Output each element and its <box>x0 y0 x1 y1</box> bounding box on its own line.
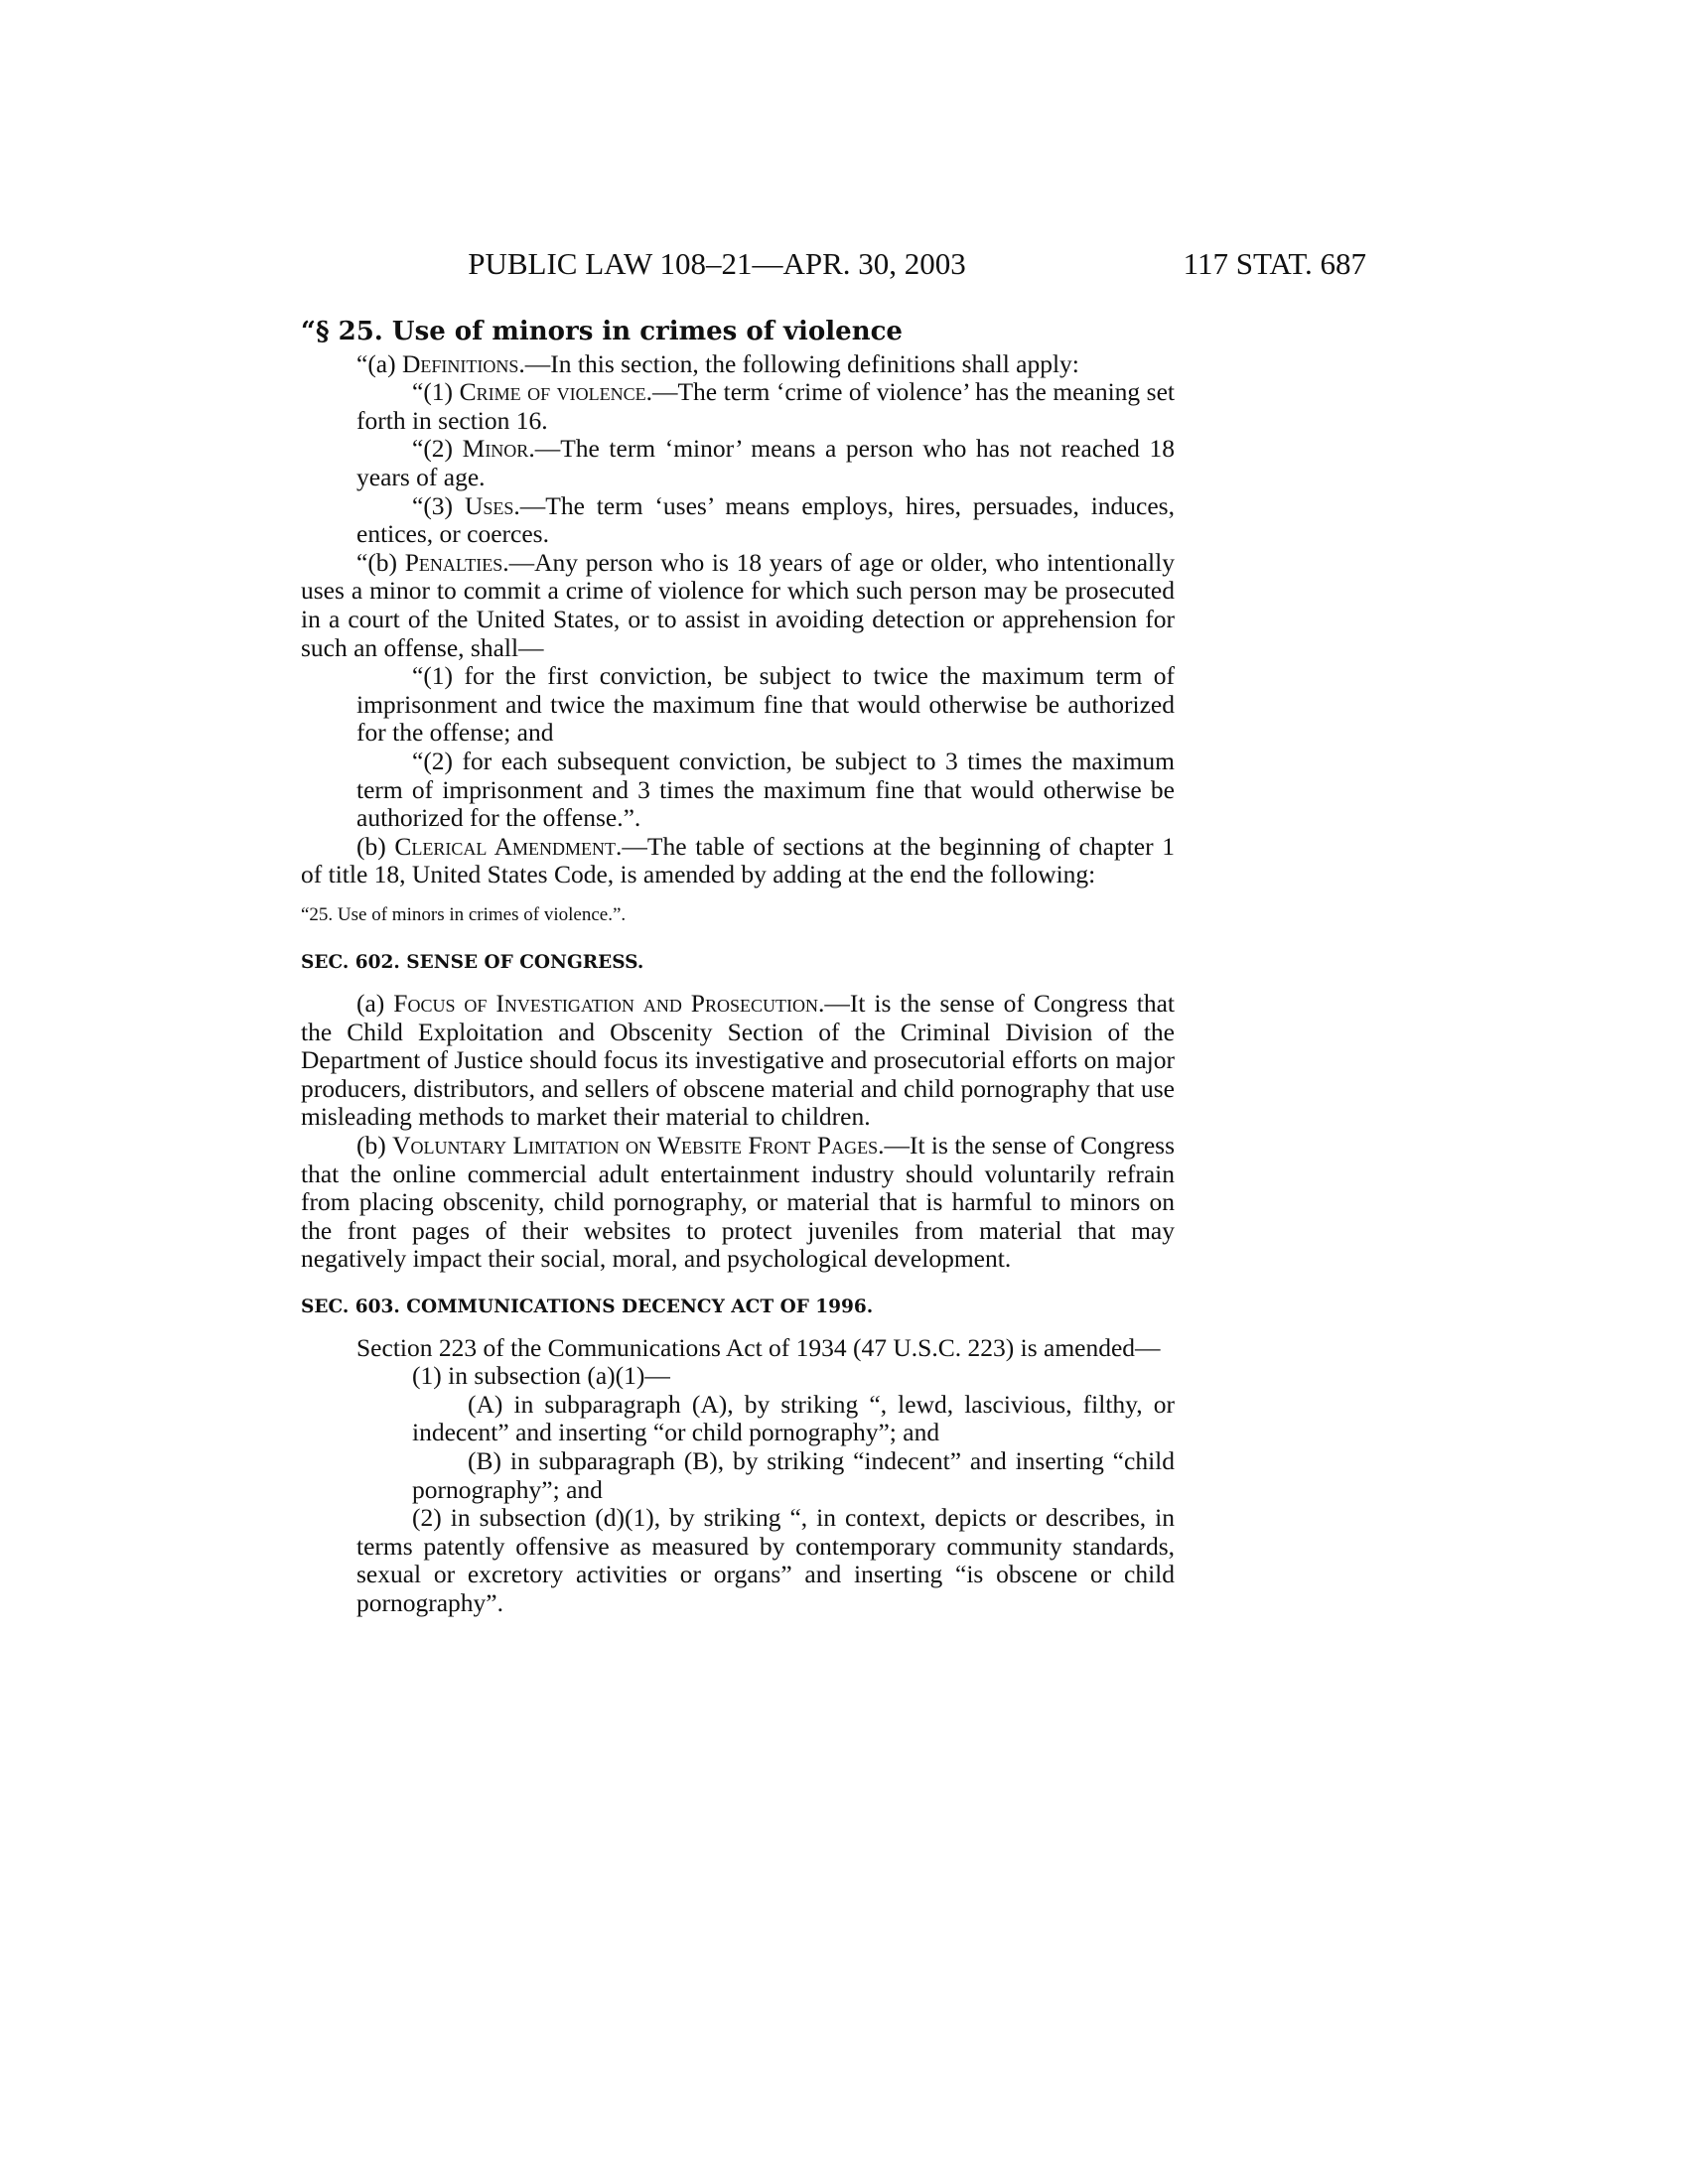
s25-b-term: Penalties <box>404 547 503 577</box>
s603-p1A-paragraph: (A) in subparagraph (A), by striking “, lewd, lascivious, filthy, or indecent” and inserting “or child pornography”; and <box>412 1389 1175 1447</box>
table-of-sections-entry: “25. Use of minors in crimes of violence.”. <box>301 903 627 925</box>
running-head <box>0 246 1688 286</box>
s25-a2-text: .—The term ‘minor’ means a person who has not reached 18 years of age. <box>356 434 1175 491</box>
s25-a3-lead: “(3) <box>412 490 465 520</box>
s25-a1-paragraph <box>301 378 1175 435</box>
s25-b1-paragraph: “(1) for the first conviction, be subject to twice the maximum term of imprisonment and twice the maximum fine that would otherwise be authorized for the offense; and <box>356 661 1175 748</box>
s25-penalties-paragraph <box>301 549 1175 662</box>
s602-b-paragraph <box>301 1132 1175 1274</box>
s25-a2-term: Minor <box>462 434 529 464</box>
s25-a3-paragraph <box>301 492 1175 549</box>
page-header-stat: 117 STAT. 687 <box>1183 246 1366 281</box>
s25-a3-term: Uses <box>464 490 514 520</box>
s602-b-text: .—It is the sense of Congress that the online commercial adult entertainment industry should voluntarily refrain from placing obscenity, child pornography, or material that is harmful to minors on the front pages of their websites to protect juveniles from material that may negatively impact their social, moral, and psychological development. <box>301 1131 1176 1274</box>
s25-a2-paragraph <box>301 435 1175 491</box>
s603-intro-paragraph: Section 223 of the Communications Act of 1934 (47 U.S.C. 223) is amended— <box>356 1332 1161 1362</box>
s602-a-paragraph <box>301 990 1175 1132</box>
s603-p1B-paragraph: (B) in subparagraph (B), by striking “indecent” and inserting “child pornography”; and <box>412 1445 1175 1504</box>
page-header-title: PUBLIC LAW 108–21—APR. 30, 2003 <box>468 246 966 281</box>
s603-p1-paragraph: (1) in subsection (a)(1)— <box>412 1361 670 1391</box>
s602-a-lead: (a) <box>356 989 394 1019</box>
s25-a1-term: Crime of violence <box>459 377 646 407</box>
s25-b-text: .—Any person who is 18 years of age or older, who intentionally uses a minor to commit a crime of violence for which such person may be prosecuted in a court of the United States, or to assist in avoiding detection or apprehension for such an offense, shall— <box>301 547 1175 662</box>
s602-b-term: Voluntary Limitation on Website Front Pages <box>392 1131 879 1160</box>
clerical-amendment-paragraph <box>301 833 1175 889</box>
s25-b-lead: “(b) <box>356 547 405 577</box>
s25-a3-text: .—The term ‘uses’ means employs, hires, persuades, induces, entices, or coerces. <box>356 490 1175 549</box>
spacer <box>301 1322 1175 1334</box>
clerical-lead: (b) <box>356 831 395 861</box>
s25-a-text: .—In this section, the following definitions shall apply: <box>518 348 1079 378</box>
document-body <box>301 318 1175 1618</box>
clerical-text: .—The table of sections at the beginning of chapter 1 of title 18, United States Code, is amended by adding at the end the following: <box>301 831 1175 889</box>
section-603-title: SEC. 603. COMMUNICATIONS DECENCY ACT OF 1996. <box>301 1297 874 1317</box>
s602-a-term: Focus of Investigation and Prosecution <box>393 989 818 1019</box>
s25-a-lead: “(a) <box>356 348 402 378</box>
s25-a1-lead: “(1) <box>412 377 460 407</box>
s25-b2-paragraph: “(2) for each subsequent conviction, be subject to 3 times the maximum term of imprisonment and 3 times the maximum fine that would otherwise be authorized for the offense.”. <box>356 746 1175 833</box>
s25-a-term: Definitions <box>402 348 519 378</box>
s602-a-text: .—It is the sense of Congress that the Child Exploitation and Obscenity Section of the Criminal Division of the Department of Justice should focus its investigative and prosecutorial efforts on major producers, distributors, and sellers of obscene material and child pornography that use misleading methods to market their material to children. <box>301 989 1175 1132</box>
s25-a1-text: .—The term ‘crime of violence’ has the meaning set forth in section 16. <box>356 377 1175 435</box>
section-25-heading: “§ 25. Use of minors in crimes of violence <box>301 317 903 346</box>
s603-p2-paragraph: (2) in subsection (d)(1), by striking “, in context, depicts or describes, in terms patently offensive as measured by contemporary community standards, sexual or excretory activities or organs” and inserting “is obscene or child pornography”. <box>356 1503 1175 1617</box>
section-602-title: SEC. 602. SENSE OF CONGRESS. <box>301 952 644 974</box>
spacer <box>301 1274 1175 1294</box>
clerical-term: Clerical Amendment <box>394 831 617 861</box>
spacer <box>301 929 1175 949</box>
s602-b-lead: (b) <box>356 1131 393 1160</box>
spacer <box>301 889 1175 901</box>
s25-definitions-paragraph <box>301 350 1175 379</box>
s25-a2-lead: “(2) <box>412 434 463 464</box>
